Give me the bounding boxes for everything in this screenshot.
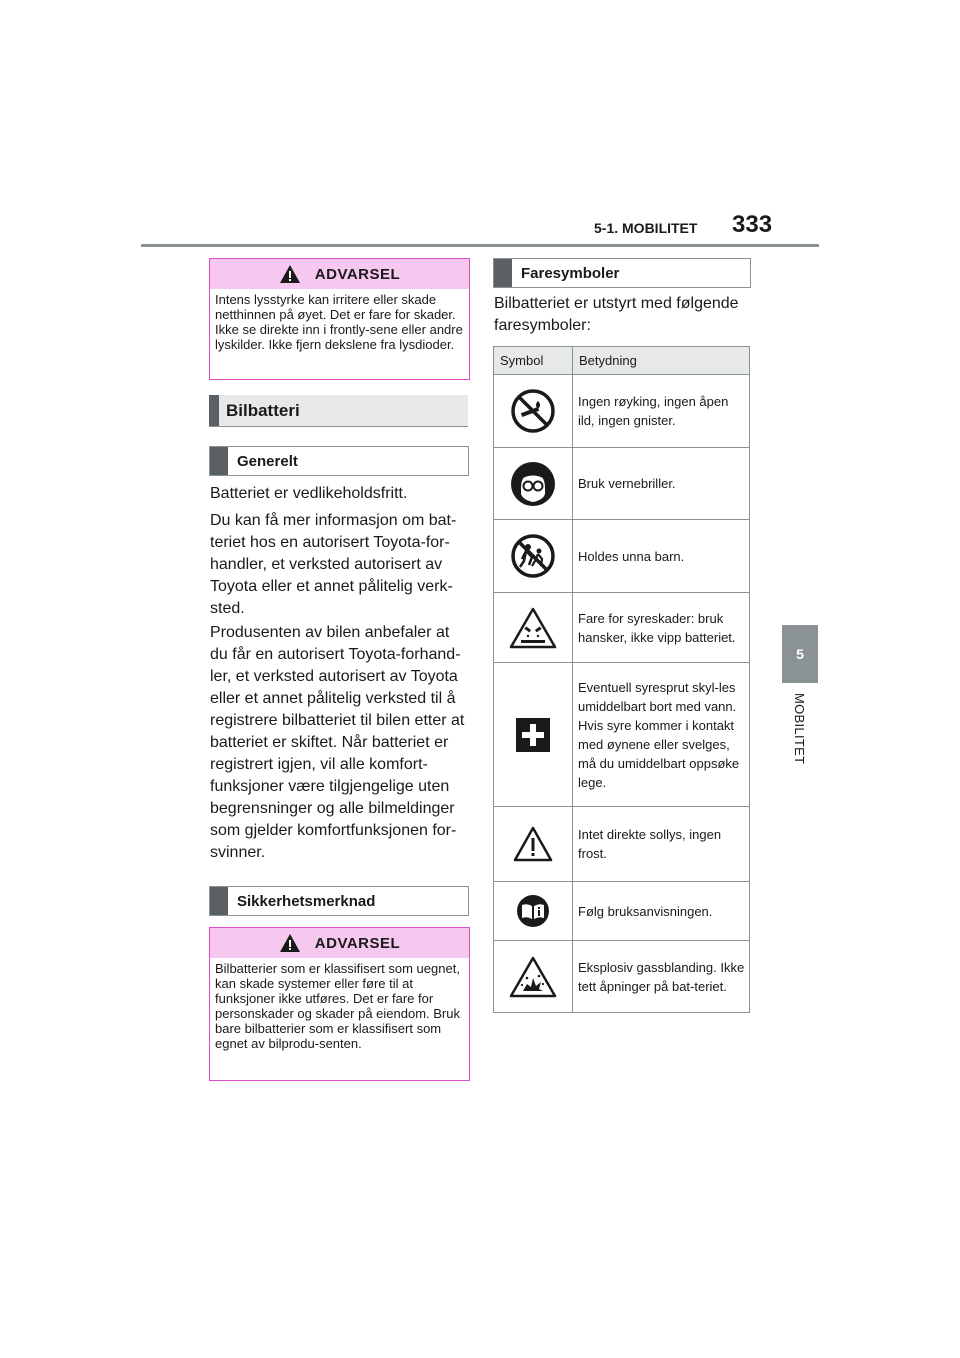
page-number: 333 [732, 211, 773, 238]
warning-title: ADVARSEL [314, 934, 401, 952]
hazard-symbol-table [493, 346, 750, 1013]
warning-triangle-icon [279, 264, 301, 284]
table-row [494, 593, 750, 663]
header-rule [141, 244, 819, 247]
corrosive-acid-icon [509, 607, 557, 649]
read-manual-icon [516, 894, 550, 928]
heading-text: Bilbatteri [226, 401, 300, 420]
table-row [494, 941, 750, 1013]
table-header-row [494, 347, 750, 375]
column-header-meaning: Betydning [573, 347, 750, 375]
symbol-cell [494, 663, 573, 807]
table-row [494, 375, 750, 448]
warning-header [210, 259, 469, 289]
heading-bilbatteri [209, 395, 468, 427]
subheading-bar [210, 447, 228, 475]
symbol-cell [494, 375, 573, 448]
warning-triangle-icon [279, 933, 301, 953]
column-header-symbol: Symbol [494, 347, 573, 375]
subheading-text: Sikkerhetsmerknad [237, 892, 376, 910]
subheading-text: Generelt [237, 452, 298, 470]
symbol-cell [494, 448, 573, 520]
paragraph-registration: Produsenten av bilen anbefaler at du får en autorisert Toyota-forhand-ler, et verksted autorisert av Toyota eller et annet pålitelig verksted til å registrere bilbatteriet til bilen etter at batteriet er skiftet. Når batteriet er registrert igjen, vil alle komfort-funksjoner være tilgjengelige uten begrensninger og alle bilmeldinger som gjelder komfortfunksjonen for-svinner. [210, 624, 465, 861]
subheading-sikkerhet [209, 886, 469, 916]
table-row [494, 663, 750, 807]
subheading-faresymboler [493, 258, 751, 288]
chapter-tab-number: 5 [796, 646, 804, 662]
meaning-cell: Intet direkte sollys, ingen frost. [573, 807, 750, 882]
chapter-tab-label: MOBILITET [792, 693, 807, 765]
table-row [494, 807, 750, 882]
warning-text: Intens lysstyrke kan irritere eller skade netthinnen på øyet. Det er fare for skader. Ikke se direkte inn i frontly-sene eller andre lyskilder. Ikke fjern dekslene fra lysdioder. [215, 292, 463, 352]
warning-box-battery [209, 927, 470, 1081]
warning-box-light [209, 258, 470, 380]
first-aid-cross-icon [516, 718, 550, 752]
heading-bar [209, 395, 219, 427]
paragraph-info: Du kan få mer informasjon om bat-teriet hos en autorisert Toyota-for-handler, et verksted autorisert av Toyota eller et annet pålitelig verk-sted. [210, 512, 457, 617]
symbol-cell [494, 520, 573, 593]
table-row [494, 520, 750, 593]
symbol-cell [494, 593, 573, 663]
keep-children-away-icon [511, 534, 555, 578]
symbol-cell [494, 941, 573, 1013]
intro-text: Bilbatteriet er utstyrt med følgende faresymboler: [494, 295, 739, 334]
meaning-cell: Eksplosiv gassblanding. Ikke tett åpninger på bat-teriet. [573, 941, 750, 1013]
explosive-gas-icon [509, 956, 557, 998]
warning-title: ADVARSEL [314, 265, 401, 283]
symbol-cell [494, 882, 573, 941]
warning-header [210, 928, 469, 958]
subheading-generelt [209, 446, 469, 476]
no-smoking-fire-icon [511, 389, 555, 433]
table-row [494, 448, 750, 520]
table-row [494, 882, 750, 941]
section-label: 5-1. MOBILITET [594, 220, 698, 236]
heading-underline [209, 426, 468, 427]
meaning-cell: Fare for syreskader: bruk hansker, ikke vipp batteriet. [573, 593, 750, 663]
subheading-bar [494, 259, 512, 287]
meaning-cell: Eventuell syresprut skyl-les umiddelbart bort med vann. Hvis syre kommer i kontakt med øynene eller svelges, må du umiddelbart oppsøke lege. [573, 663, 750, 807]
subheading-text: Faresymboler [521, 264, 620, 282]
meaning-cell: Holdes unna barn. [573, 520, 750, 593]
eye-protection-icon [510, 461, 556, 507]
paragraph-maintenance: Batteriet er vedlikeholdsfritt. [210, 485, 408, 502]
symbol-cell [494, 807, 573, 882]
meaning-cell: Ingen røyking, ingen åpen ild, ingen gnister. [573, 375, 750, 448]
meaning-cell: Bruk vernebriller. [573, 448, 750, 520]
meaning-cell: Følg bruksanvisningen. [573, 882, 750, 941]
warning-triangle-icon [513, 826, 553, 862]
subheading-bar [210, 887, 228, 915]
warning-text: Bilbatterier som er klassifisert som uegnet, kan skade systemer eller føre til at funksjoner ikke utføres. Det er fare for personskader og skader på eiendom. Bruk bare bilbatterier som er klassifisert som egnet av bilprodu-senten. [215, 961, 460, 1051]
